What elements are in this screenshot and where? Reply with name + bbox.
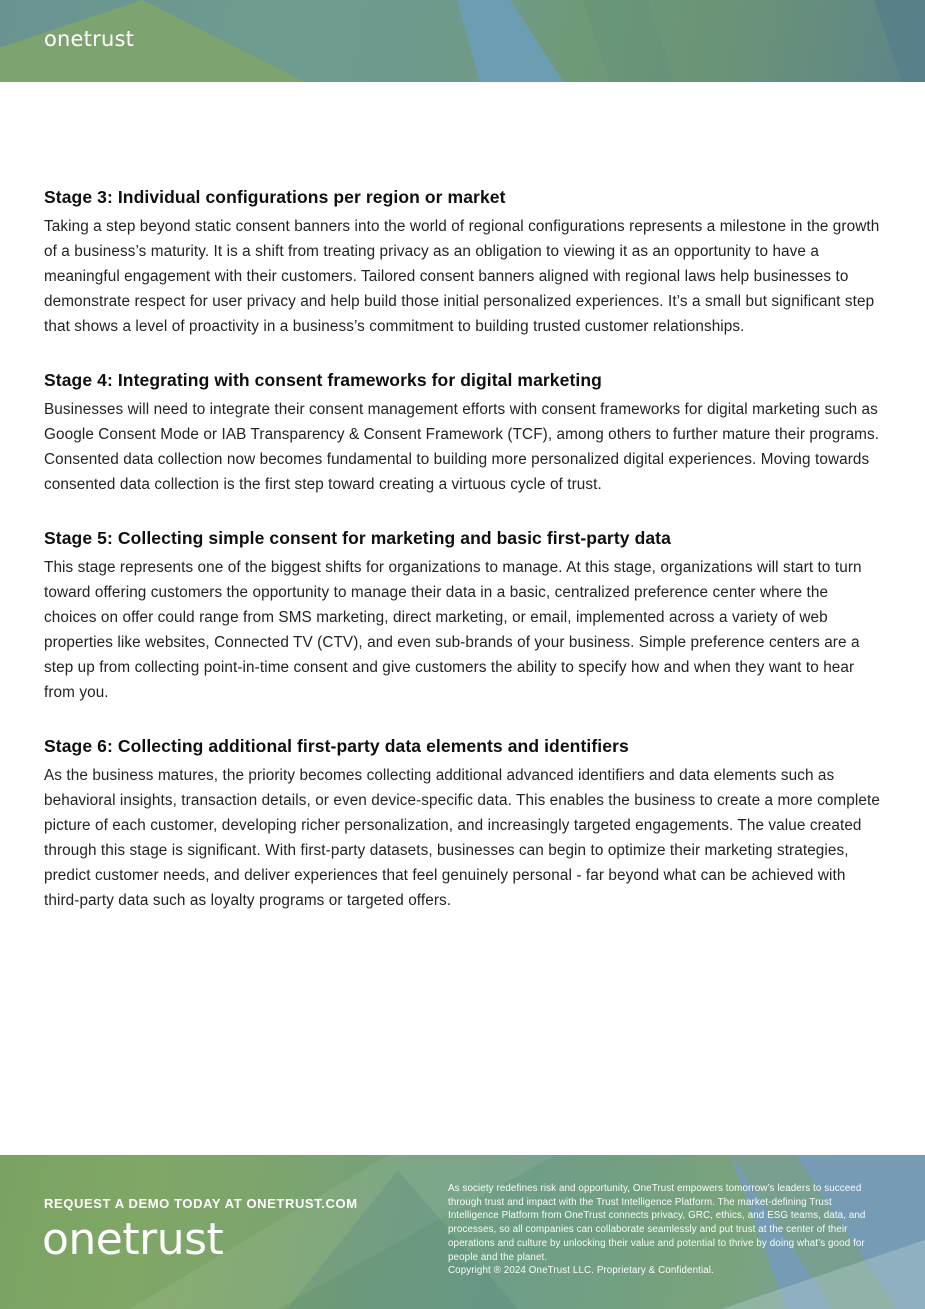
stage-6-paragraph: As the business matures, the priority becomes collecting additional advanced identifiers and data elements such as behavioral insights, transaction details, or even device-specific data. This enables the business to create a more complete picture of each customer, developing richer personalization, and increasingly targeted engagements. The value created through this stage is significant. With first-party datasets, businesses can begin to optimize their marketing strategies, predict customer needs, and deliver experiences that feel genuinely personal - far beyond what can be achieved with third-party data such as loyalty programs or targeted offers. — [44, 767, 880, 909]
stage-6-heading: Stage 6: Collecting additional first-party data elements and identifiers — [44, 736, 629, 756]
onetrust-footer-logo: onetrust — [42, 1214, 224, 1265]
stage-4-heading: Stage 4: Integrating with consent frameworks for digital marketing — [44, 370, 602, 390]
stage-4-paragraph: Businesses will need to integrate their consent management efforts with consent frameworks for digital marketing such as Google Consent Mode or IAB Transparency & Consent Framework (TCF), among others to further mature their programs. Consented data collection now becomes fundamental to building more personalized digital experiences. Moving towards consented data collection is the first step toward creating a virtuous cycle of trust. — [44, 401, 880, 493]
onetrust-logo: onetrust — [44, 27, 135, 51]
stage-5-paragraph: This stage represents one of the biggest shifts for organizations to manage. At this stage, organizations will start to turn toward offering customers the opportunity to manage their data in a basic, centralized preference center where the choices on offer could range from SMS marketing, direct marketing, or email, implemented across a variety of web properties like websites, Connected TV (CTV), and even sub-brands of your business. Simple preference centers are a step up from collecting point-in-time consent and give customers the ability to specify how and when they want to hear from you. — [44, 559, 862, 701]
section-stage-3 — [44, 186, 881, 339]
stage-3-paragraph: Taking a step beyond static consent banners into the world of regional configurations represents a milestone in the growth of a business’s maturity. It is a shift from treating privacy as an obligation to viewing it as an opportunity to have a meaningful engagement with their customers. Tailored consent banners aligned with regional laws help businesses to demonstrate respect for user privacy and help build those initial personalized experiences. It’s a small but significant step that shows a level of proactivity in a business’s commitment to building trusted customer relationships. — [44, 218, 880, 335]
document-body — [0, 82, 925, 943]
stage-3-heading: Stage 3: Individual configurations per region or market — [44, 187, 506, 207]
request-demo-link[interactable]: REQUEST A DEMO TODAY AT ONETRUST.COM — [44, 1196, 358, 1211]
section-stage-6 — [44, 735, 881, 913]
footer-banner — [0, 1155, 925, 1309]
section-stage-4 — [44, 369, 881, 497]
header-banner — [0, 0, 925, 82]
footer-about-block — [448, 1182, 884, 1278]
footer-copyright-text: Copyright ® 2024 OneTrust LLC. Proprietary & Confidential. — [448, 1265, 714, 1277]
stage-5-heading: Stage 5: Collecting simple consent for marketing and basic first-party data — [44, 528, 671, 548]
footer-about-text: As society redefines risk and opportunity, OneTrust empowers tomorrow’s leaders to succeed through trust and impact with the Trust Intelligence Platform. The market-defining Trust Intelligence Platform from OneTrust connects privacy, GRC, ethics, and ESG teams, data, and processes, so all companies can collaborate seamlessly and put trust at the center of their operations and culture by unlocking their value and potential to thrive by doing what’s good for people and the planet. — [448, 1183, 866, 1263]
section-stage-5 — [44, 527, 881, 705]
